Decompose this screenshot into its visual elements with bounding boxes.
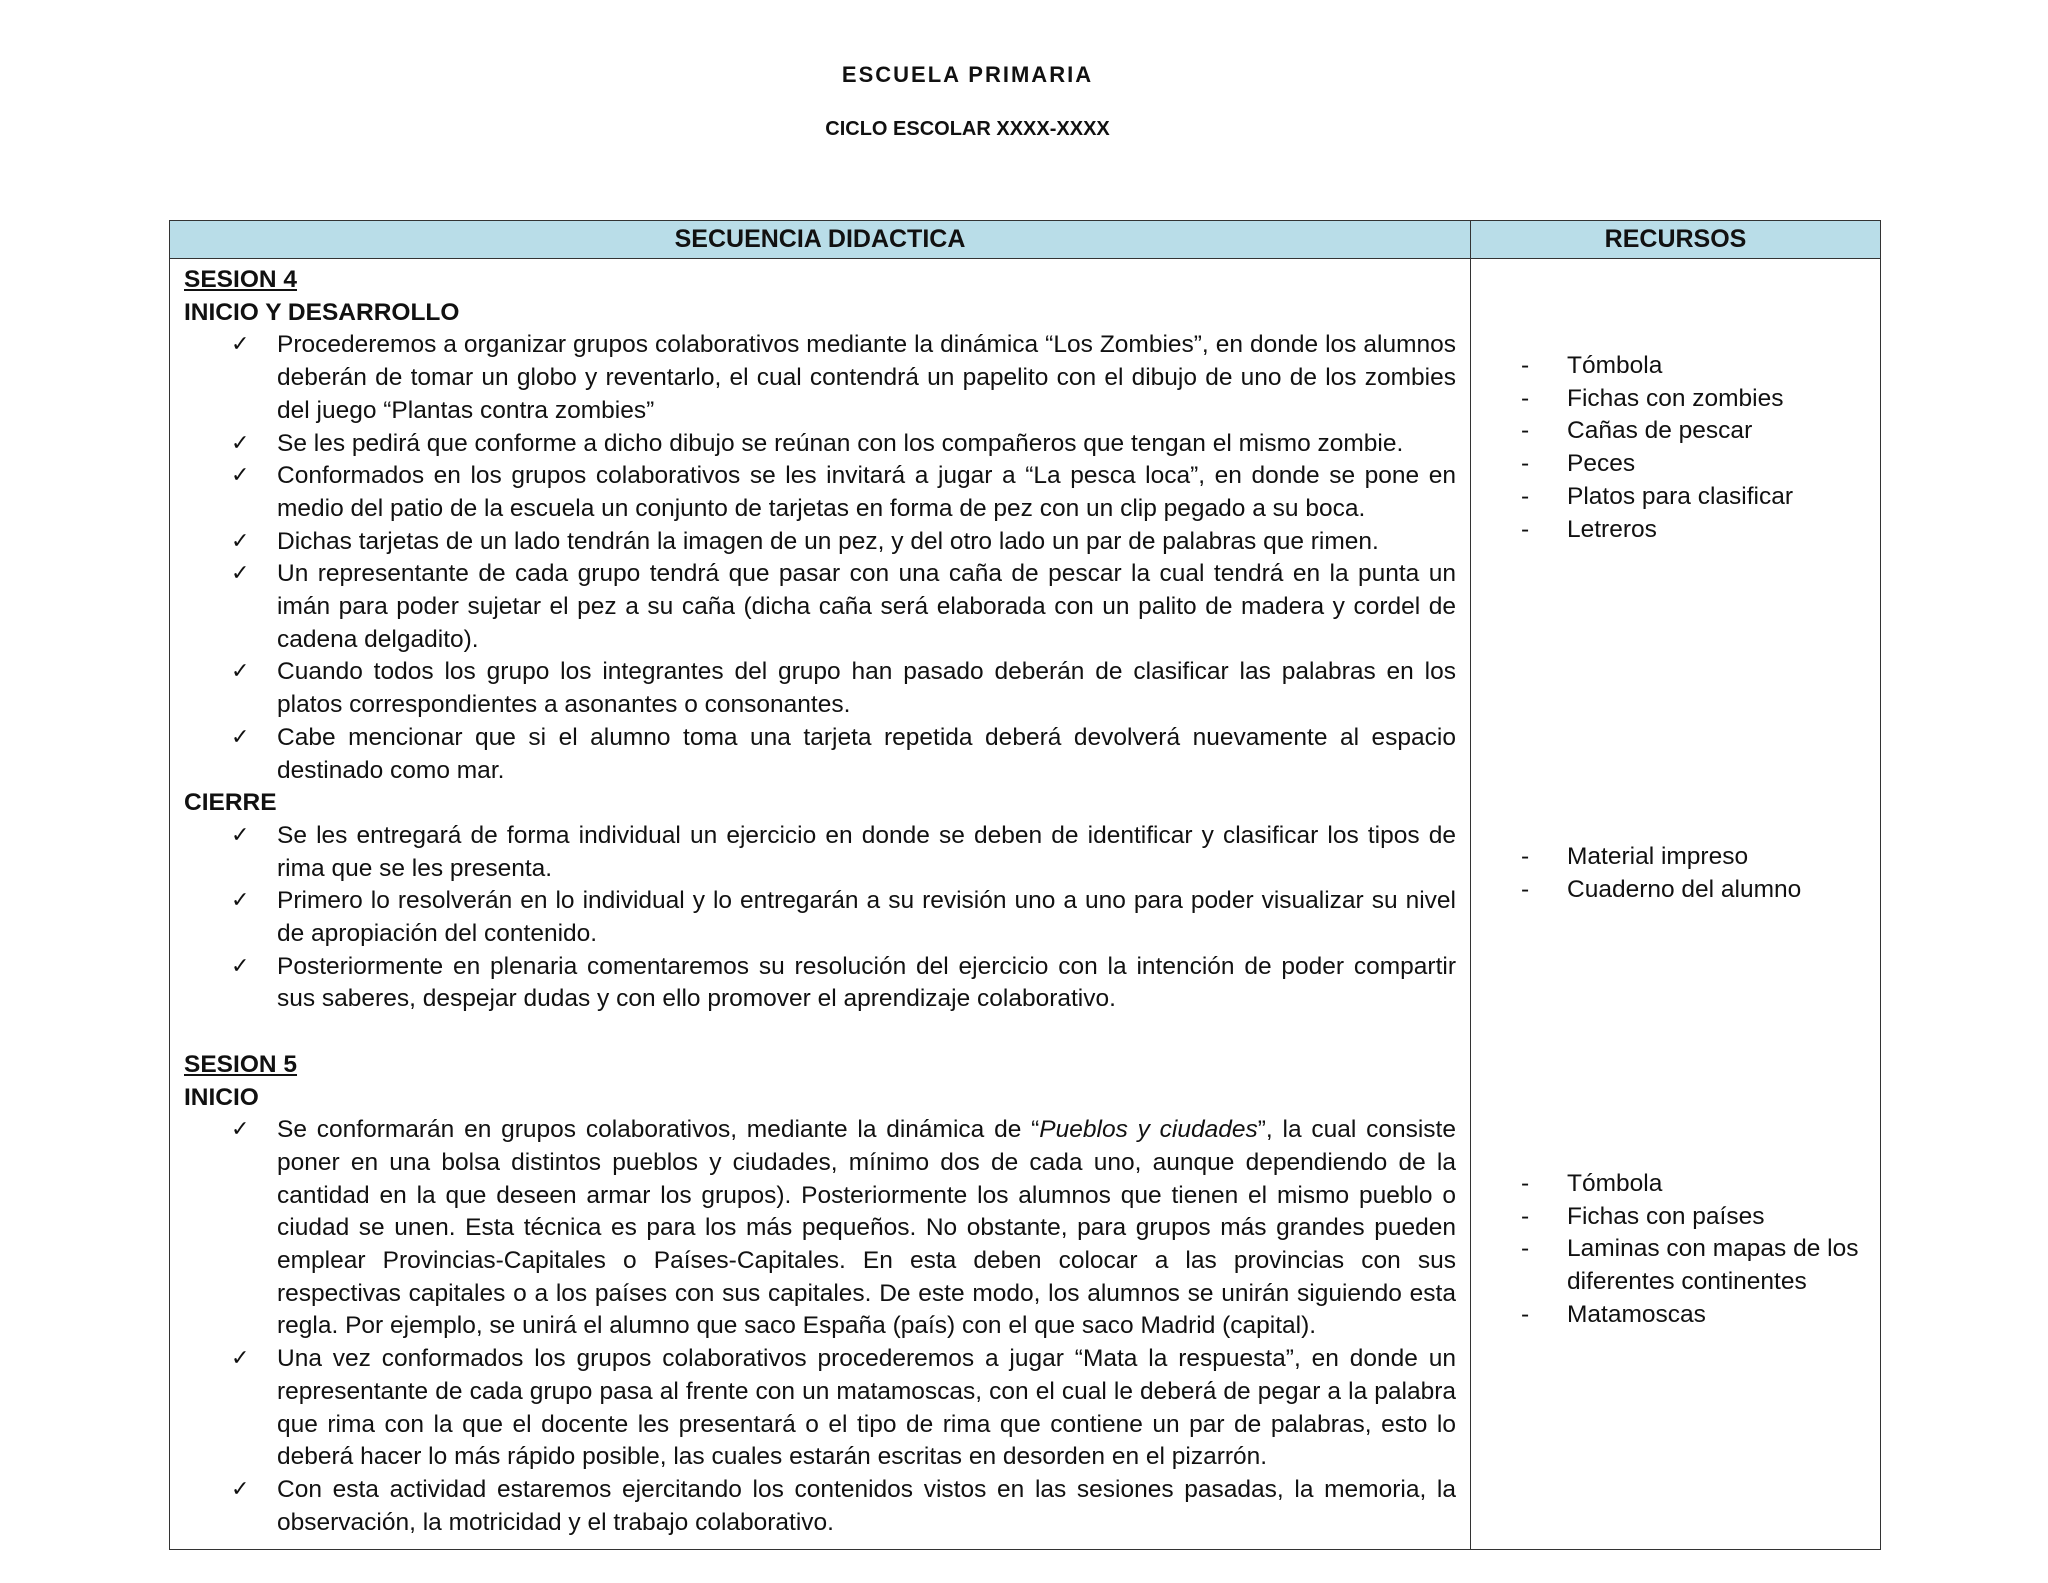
sequence-cell xyxy=(170,259,1471,1550)
resource-item: - Fichas con países xyxy=(1521,1201,1870,1234)
dash-bullet: - xyxy=(1521,875,1530,903)
dash-bullet: - xyxy=(1521,1300,1530,1328)
resource-item: - Letreros xyxy=(1521,514,1870,547)
check-icon: ✓ xyxy=(231,888,250,914)
check-icon: ✓ xyxy=(231,1117,250,1143)
resource-item: - Material impreso xyxy=(1521,841,1870,874)
school-cycle: CICLO ESCOLAR XXXX-XXXX xyxy=(825,118,1110,140)
dash-bullet: - xyxy=(1521,482,1530,510)
dash-bullet: - xyxy=(1521,1170,1530,1197)
column-header-sequence: SECUENCIA DIDACTICA xyxy=(170,221,1471,259)
lesson-table xyxy=(169,220,1881,1550)
resources-list-session-4-cierre xyxy=(1521,841,1870,906)
resource-item: - Matamoscas xyxy=(1521,1299,1870,1332)
dash-bullet: - xyxy=(1521,515,1530,543)
check-icon: ✓ xyxy=(231,724,250,750)
dash-bullet: - xyxy=(1521,450,1530,478)
dash-bullet: - xyxy=(1521,1235,1530,1263)
session-5-inicio-title: INICIO xyxy=(184,1083,259,1111)
resource-item: - Fichas con zombies xyxy=(1521,383,1870,416)
check-icon: ✓ xyxy=(231,430,250,456)
resource-item: - Peces xyxy=(1521,448,1870,481)
resources-list-session-5 xyxy=(1521,1168,1870,1332)
resource-item: - Tómbola xyxy=(1521,350,1870,383)
resources-list-session-4-inicio xyxy=(1521,350,1870,546)
column-header-resources: RECURSOS xyxy=(1471,221,1881,259)
dynamic-name: Pueblos y ciudades xyxy=(1039,1116,1258,1144)
resources-cell xyxy=(1471,259,1881,1550)
check-icon: ✓ xyxy=(231,528,250,554)
table-row xyxy=(170,259,1881,1550)
school-title: ESCUELA PRIMARIA xyxy=(841,62,1094,87)
check-icon: ✓ xyxy=(231,332,250,358)
session-5-title: SESION 5 xyxy=(184,1050,298,1078)
dash-bullet: - xyxy=(1521,384,1530,412)
check-icon: ✓ xyxy=(231,822,250,848)
table-header-row xyxy=(170,221,1881,259)
session-4-cierre-list xyxy=(184,820,1456,1016)
session-4-inicio-title: INICIO Y DESARROLLO xyxy=(184,298,460,326)
list-item: ✓ Conformados en los grupos colaborativos se les invitará a jugar a “La pesca loca”, en donde se pone en medio del patio de la escuela un conjunto de tarjetas en forma de pez con un clip pegado a su boca. xyxy=(231,462,1456,522)
list-item: ✓ Cuando todos los grupo los integrantes del grupo han pasado deberán de clasificar las palabras en los platos correspondientes a asonantes o consonantes. xyxy=(231,658,1456,719)
check-icon: ✓ xyxy=(231,1477,250,1502)
check-icon: ✓ xyxy=(231,463,250,489)
session-4-inicio-list xyxy=(184,329,1456,787)
list-item: ✓ Posteriormente en plenaria comentaremos su resolución del ejercicio con la intención de poder compartir sus saberes, despejar dudas y con ello promover el aprendizaje colaborativo. xyxy=(231,952,1456,1013)
check-icon: ✓ xyxy=(231,561,250,587)
check-icon: ✓ xyxy=(231,659,250,685)
resource-item: - Cañas de pescar xyxy=(1521,415,1870,448)
list-item: ✓ Se les pedirá que conforme a dicho dibujo se reúnan con los compañeros que tengan el mismo zombie. xyxy=(277,428,1456,461)
check-icon: ✓ xyxy=(231,953,250,979)
resource-item: - Tómbola xyxy=(1521,1168,1870,1201)
list-item: ✓ Se les entregará de forma individual un ejercicio en donde se deben de identificar y clasificar los tipos de rima que se les presenta. xyxy=(231,821,1456,882)
list-item: ✓ Primero lo resolverán en lo individual y lo entregarán a su revisión uno a uno para poder visualizar su nivel de apropiación del contenido. xyxy=(231,887,1456,948)
list-item: ✓ Con esta actividad estaremos ejercitando los contenidos vistos en las sesiones pasadas, la memoria, la observación, la motricidad y el trabajo colaborativo. xyxy=(231,1476,1456,1536)
list-item: ✓ Dichas tarjetas de un lado tendrán la imagen de un pez, y del otro lado un par de palabras que rimen. xyxy=(277,526,1456,559)
check-icon: ✓ xyxy=(231,1346,250,1372)
session-4-cierre-title: CIERRE xyxy=(184,789,277,817)
resource-item: - Cuaderno del alumno xyxy=(1521,874,1870,907)
session-5-inicio-list xyxy=(184,1114,1456,1539)
session-4-title: SESION 4 xyxy=(184,266,298,293)
dash-bullet: - xyxy=(1521,352,1530,379)
list-item: ✓ Un representante de cada grupo tendrá que pasar con una caña de pescar la cual tendrá en la punta un imán para poder sujetar el pez a su caña (dicha caña será elaborada con un palito de madera y cordel de cadena delgadito). xyxy=(231,560,1456,653)
resource-item: - Laminas con mapas de los diferentes continentes xyxy=(1521,1235,1859,1296)
dash-bullet: - xyxy=(1521,417,1530,445)
list-item: ✓ Una vez conformados los grupos colaborativos procederemos a jugar “Mata la respuesta”, en donde un representante de cada grupo pasa al frente con un matamoscas, con el cual le deberá de pegar a la palabra que rima con la que el docente les presentará o el tipo de rima que contiene un par de palabras, esto lo deberá hacer lo más rápido posible, las cuales estarán escritas en desorden en el pizarrón. xyxy=(231,1345,1456,1471)
list-item: ✓ Cabe mencionar que si el alumno toma una tarjeta repetida deberá devolverá nuevamente al espacio destinado como mar. xyxy=(231,723,1456,784)
dash-bullet: - xyxy=(1521,843,1530,870)
list-item: ✓ Procederemos a organizar grupos colaborativos mediante la dinámica “Los Zombies”, en donde los alumnos deberán de tomar un globo y reventarlo, el cual contendrá un papelito con el dibujo de uno de los zombies del juego “Plantas contra zombies” xyxy=(231,331,1456,424)
resource-item: - Platos para clasificar xyxy=(1521,481,1870,514)
list-item: ✓ Se conformarán en grupos colaborativos, mediante la dinámica de “Pueblos y ciudades”, la cual consiste poner en una bolsa distintos pueblos y ciudades, mínimo dos de cada uno, aunque dependiendo de la cantidad en la que deseen armar los grupos). Posteriormente los alumnos que tienen el mismo pueblo o ciudad se unen. Esta técnica es para los más pequeños. No obstante, para grupos más grandes pueden emplear Provincias-Capitales o Países-Capitales. En esta deben colocar a las provincias con sus respectivas capitales o a los países con sus capitales. De este modo, los alumnos se unirán siguiendo esta regla. Por ejemplo, se unirá el alumno que saco España (país) con el que saco Madrid (capital). xyxy=(231,1116,1456,1340)
dash-bullet: - xyxy=(1521,1202,1530,1230)
